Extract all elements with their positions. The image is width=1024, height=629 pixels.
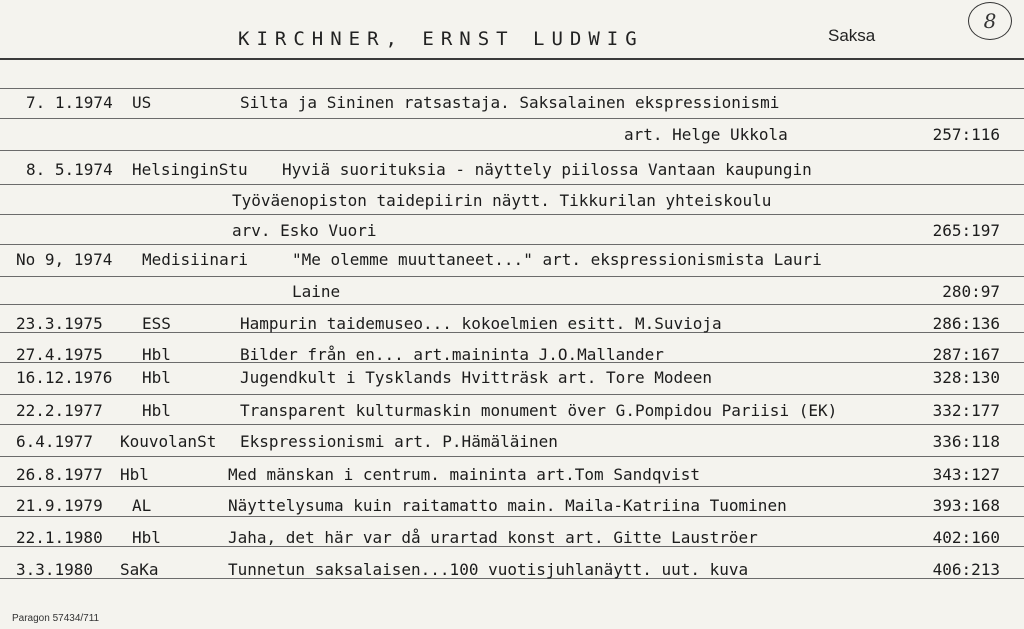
entry-text: Hyviä suorituksia - näyttely piilossa Vantaan kaupungin	[282, 160, 812, 179]
entry-ref: 336:118	[932, 432, 1000, 451]
rule-line	[0, 516, 1024, 517]
rule-line	[0, 150, 1024, 151]
entry-text: Työväenopiston taidepiirin näytt. Tikkurilan yhteiskoulu	[232, 191, 772, 210]
entry-text: art. Helge Ukkola	[624, 125, 788, 144]
entry-source: AL	[132, 496, 152, 515]
entry-text: Laine	[292, 282, 341, 301]
entry-ref: 402:160	[932, 528, 1000, 547]
entry-text: Jugendkult i Tysklands Hvitträsk art. Tore Modeen	[240, 368, 713, 387]
entry-date: 23.3.1975	[16, 314, 103, 333]
entry-text: "Me olemme muuttaneet..." art. ekspressionismista Lauri	[292, 250, 822, 269]
entry-text: Hampurin taidemuseo... kokoelmien esitt. M.Suvioja	[240, 314, 722, 333]
rule-line	[0, 394, 1024, 395]
entry-date: 22.1.1980	[16, 528, 103, 547]
entry-date: 8. 5.1974	[26, 160, 113, 179]
entry-source: Hbl	[142, 368, 171, 387]
entry-date: 22.2.1977	[16, 401, 103, 420]
entry-source: Hbl	[120, 465, 149, 484]
entry-date: 7. 1.1974	[26, 93, 113, 112]
entry-ref: 265:197	[932, 221, 1000, 240]
entry-text: Bilder från en... art.maininta J.O.Mallander	[240, 345, 664, 364]
entry-date: 6.4.1977	[16, 432, 94, 451]
entry-text: Jaha, det här var då urartad konst art. Gitte Lauströer	[228, 528, 758, 547]
entry-ref: 393:168	[932, 496, 1000, 515]
header-rule	[0, 58, 1024, 60]
entry-text: Transparent kulturmaskin monument över G.Pompidou Pariisi (EK)	[240, 401, 838, 420]
entry-text: Tunnetun saksalaisen...100 vuotisjuhlanäytt. uut. kuva	[228, 560, 749, 579]
entry-source: Hbl	[142, 401, 171, 420]
entry-source: Medisiinari	[142, 250, 248, 269]
country-label: Saksa	[828, 26, 876, 45]
rule-line	[0, 304, 1024, 305]
rule-line	[0, 88, 1024, 89]
entry-date: 21.9.1979	[16, 496, 103, 515]
artist-name: KIRCHNER, ERNST LUDWIG	[238, 28, 644, 50]
card-number-circle: 8	[968, 2, 1012, 40]
entry-source: Hbl	[142, 345, 171, 364]
entry-text: Silta ja Sininen ratsastaja. Saksalainen ekspressionismi	[240, 93, 780, 112]
entry-text: Näyttelysuma kuin raitamatto main. Maila-Katriina Tuominen	[228, 496, 787, 515]
card-print-mark: Paragon 57434/711	[12, 613, 100, 624]
entry-source: ESS	[142, 314, 171, 333]
entry-date: 3.3.1980	[16, 560, 94, 579]
entry-ref: 286:136	[932, 314, 1000, 333]
rule-line	[0, 456, 1024, 457]
entry-ref: 287:167	[932, 345, 1000, 364]
entry-source: SaKa	[120, 560, 159, 579]
rule-line	[0, 184, 1024, 185]
entry-text: Med mänskan i centrum. maininta art.Tom Sandqvist	[228, 465, 701, 484]
entry-ref: 406:213	[932, 560, 1000, 579]
entry-source: KouvolanSt	[120, 432, 217, 451]
entry-date: 26.8.1977	[16, 465, 103, 484]
entry-ref: 257:116	[932, 125, 1000, 144]
rule-line	[0, 244, 1024, 245]
entry-text: Ekspressionismi art. P.Hämäläinen	[240, 432, 558, 451]
entry-ref: 280:97	[942, 282, 1000, 301]
entry-date: No 9, 1974	[16, 250, 113, 269]
rule-line	[0, 276, 1024, 277]
entry-ref: 343:127	[932, 465, 1000, 484]
entry-date: 16.12.1976	[16, 368, 113, 387]
entry-source: US	[132, 93, 152, 112]
entry-ref: 328:130	[932, 368, 1000, 387]
rule-line	[0, 424, 1024, 425]
entry-source: HelsinginStu	[132, 160, 248, 179]
rule-line	[0, 486, 1024, 487]
entry-ref: 332:177	[932, 401, 1000, 420]
entry-text: arv. Esko Vuori	[232, 221, 377, 240]
entry-source: Hbl	[132, 528, 161, 547]
entry-date: 27.4.1975	[16, 345, 103, 364]
rule-line	[0, 214, 1024, 215]
rule-line	[0, 118, 1024, 119]
